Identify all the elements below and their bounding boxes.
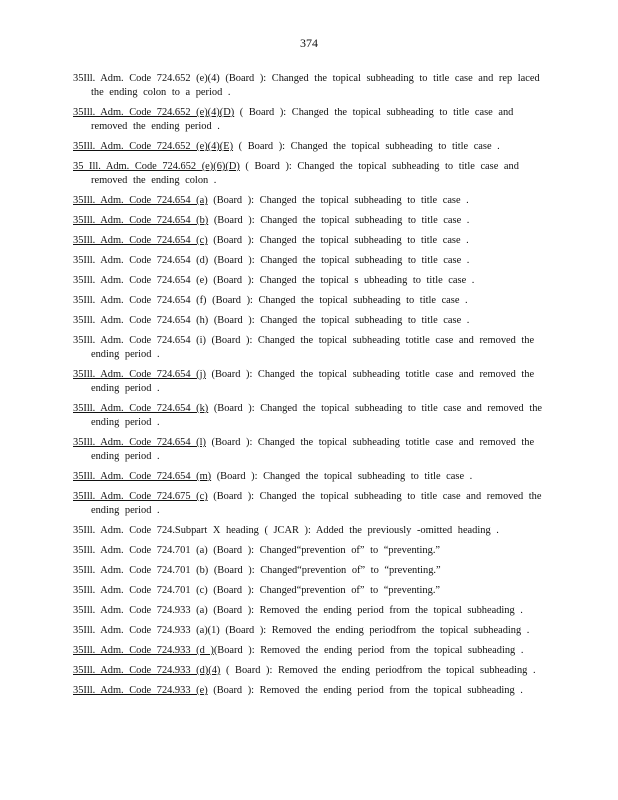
errata-entry — [73, 624, 545, 638]
code-citation: 35Ill. Adm. Code 724.933 (e) — [73, 685, 208, 696]
change-description: (Board ): Changed“prevention of” to “preventing.” — [207, 585, 441, 596]
errata-entry — [73, 274, 545, 288]
change-description: (Board ): Changed the topical subheading to title case and rep laced the ending colon to a period . — [91, 73, 540, 98]
code-citation: 35Ill. Adm. Code 724.933 (a) — [73, 605, 208, 616]
code-citation: 35Ill. Adm. Code 724.654 (d) — [73, 255, 209, 266]
code-citation: 35Ill. Adm. Code 724.654 (i) — [73, 335, 206, 346]
errata-entry — [73, 368, 545, 396]
change-description: ( JCAR ): Added the previously -omitted heading . — [258, 525, 499, 536]
change-description: ( Board ): Removed the ending periodfrom the topical subheading . — [220, 665, 536, 676]
code-citation: 35Ill. Adm. Code 724.701 (b) — [73, 565, 209, 576]
errata-entry — [73, 140, 545, 154]
code-citation: 35Ill. Adm. Code 724.652 (e)(4)(D) — [73, 107, 235, 118]
errata-entry — [73, 664, 545, 678]
code-citation: 35Ill. Adm. Code 724.654 (e) — [73, 275, 208, 286]
errata-list — [73, 72, 545, 704]
code-citation: 35Ill. Adm. Code 724.654 (c) — [73, 235, 208, 246]
code-citation: 35Ill. Adm. Code 724.933 (d ) — [73, 645, 214, 656]
code-citation: 35Ill. Adm. Code 724.654 (h) — [73, 315, 209, 326]
change-description: (Board ): Changed the topical subheading to title case . — [208, 315, 470, 326]
code-citation: 35Ill. Adm. Code 724.654 (f) — [73, 295, 207, 306]
code-citation: 35Ill. Adm. Code 724.701 (a) — [73, 545, 208, 556]
errata-entry — [73, 684, 545, 698]
change-description: (Board ): Changed the topical subheading totitle case and removed the ending period . — [91, 369, 535, 394]
errata-entry — [73, 234, 545, 248]
errata-entry — [73, 334, 545, 362]
code-citation: 35Ill. Adm. Code 724.654 (m) — [73, 471, 212, 482]
errata-entry — [73, 470, 545, 484]
errata-entry — [73, 436, 545, 464]
change-description: (Board ): Removed the ending period from the topical subheading . — [207, 605, 523, 616]
code-citation: 35Ill. Adm. Code 724.652 (e)(4) — [73, 73, 220, 84]
change-description: (Board ): Changed the topical subheading to title case . — [211, 471, 473, 482]
change-description: (Board ): Changed the topical subheading to title case . — [207, 195, 469, 206]
code-citation: 35Ill. Adm. Code 724.654 (b) — [73, 215, 209, 226]
change-description: (Board ): Changed the topical subheading totitle case and removed the ending period . — [91, 335, 535, 360]
errata-entry — [73, 294, 545, 308]
errata-entry — [73, 254, 545, 268]
change-description: (Board ): Changed the topical subheading to title case and removed the ending period . — [91, 403, 543, 428]
code-citation: 35Ill. Adm. Code 724.654 (k) — [73, 403, 209, 414]
change-description: (Board ): Changed“prevention of” to “preventing.” — [207, 545, 441, 556]
errata-entry — [73, 72, 545, 100]
errata-entry — [73, 160, 545, 188]
errata-entry — [73, 106, 545, 134]
page-number: 374 — [300, 36, 318, 50]
change-description: (Board ): Removed the ending period from the topical subheading . — [207, 685, 523, 696]
change-description: (Board ): Changed the topical s ubheading to title case . — [207, 275, 475, 286]
code-citation: 35Ill. Adm. Code 724.Subpart X heading — [73, 525, 259, 536]
change-description: (Board ): Changed the topical subheading to title case . — [206, 295, 468, 306]
errata-entry — [73, 194, 545, 208]
errata-entry — [73, 524, 545, 538]
change-description: (Board ): Changed the topical subheading to title case and removed the ending period . — [91, 491, 542, 516]
code-citation: 35Ill. Adm. Code 724.652 (e)(4)(E) — [73, 141, 234, 152]
change-description: (Board ): Changed the topical subheading to title case . — [208, 255, 470, 266]
change-description: (Board ): Removed the ending period from the topical subheading . — [213, 645, 524, 656]
errata-entry — [73, 490, 545, 518]
change-description: ( Board ): Changed the topical subheading to title case and removed the ending colon . — [91, 161, 519, 186]
code-citation: 35Ill. Adm. Code 724.701 (c) — [73, 585, 208, 596]
code-citation: 35Ill. Adm. Code 724.675 (c) — [73, 491, 208, 502]
errata-entry — [73, 402, 545, 430]
change-description: (Board ): Changed the topical subheading to title case . — [208, 215, 470, 226]
code-citation: 35Ill. Adm. Code 724.933 (a)(1) — [73, 625, 220, 636]
errata-entry — [73, 584, 545, 598]
code-citation: 35 Ill. Adm. Code 724.652 (e)(6)(D) — [73, 161, 240, 172]
errata-entry — [73, 564, 545, 578]
errata-entry — [73, 604, 545, 618]
code-citation: 35Ill. Adm. Code 724.933 (d)(4) — [73, 665, 221, 676]
change-description: ( Board ): Changed the topical subheading to title case . — [233, 141, 500, 152]
code-citation: 35Ill. Adm. Code 724.654 (a) — [73, 195, 208, 206]
change-description: (Board ): Changed the topical subheading to title case . — [207, 235, 469, 246]
errata-entry — [73, 644, 545, 658]
errata-entry — [73, 544, 545, 558]
change-description: (Board ): Changed“prevention of” to “preventing.” — [208, 565, 441, 576]
errata-entry — [73, 214, 545, 228]
change-description: (Board ): Changed the topical subheading totitle case and removed the ending period . — [91, 437, 535, 462]
change-description: (Board ): Removed the ending periodfrom the topical subheading . — [219, 625, 530, 636]
errata-entry — [73, 314, 545, 328]
code-citation: 35Ill. Adm. Code 724.654 (l) — [73, 437, 206, 448]
code-citation: 35Ill. Adm. Code 724.654 (j) — [73, 369, 206, 380]
change-description: ( Board ): Changed the topical subheading to title case and removed the ending period . — [91, 107, 514, 132]
